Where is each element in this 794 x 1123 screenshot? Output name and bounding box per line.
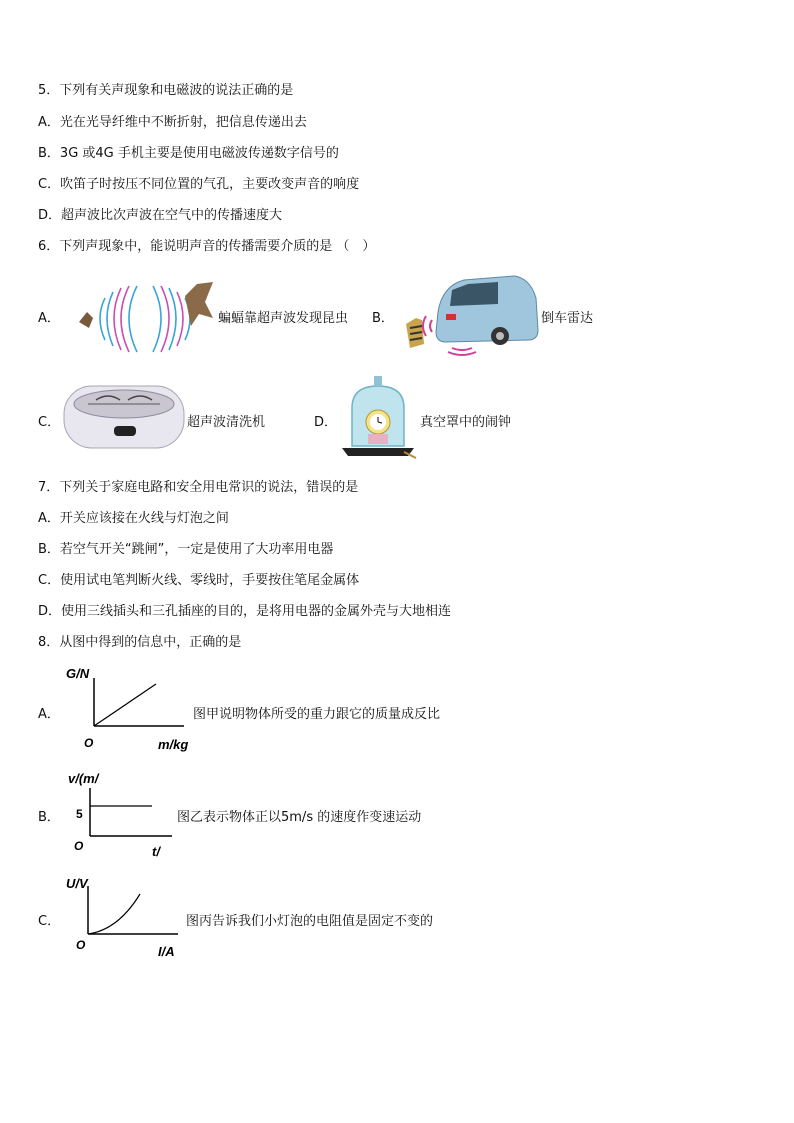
graph-c-xlabel: I/A [158,944,175,959]
q8-option-a-letter: A． [38,707,60,722]
graph-a-line [94,684,156,726]
bat-ultrasound-image [75,278,215,360]
graph-a-xlabel: m/kg [158,737,189,752]
q5-option-a: A．光在光导纤维中不断折射，把信息传递出去 [38,115,307,130]
ultrasonic-cleaner-image [62,378,186,456]
q5-stem: 5．下列有关声现象和电磁波的说法正确的是 [38,83,294,98]
graph-c-curve [88,894,140,934]
q6-option-c-caption: 超声波清洗机 [187,415,266,430]
q6-option-d-letter: D． [314,415,338,430]
q8-option-b-caption: 图乙表示物体正以5m/s 的速度作变速运动 [177,810,422,825]
graph-a-origin: O [84,736,94,750]
q6-option-b-letter: B． [372,311,394,326]
q6-stem: 6．下列声现象中，能说明声音的传播需要介质的是 （ ） [38,239,376,254]
q8-option-c-letter: C． [38,914,61,929]
q7-option-b: B．若空气开关“跳闸”，一定是使用了大功率用电器 [38,542,334,557]
graph-a [62,662,194,754]
q5-option-c: C．吹笛子时按压不同位置的气孔，主要改变声音的响度 [38,177,360,192]
graph-b [62,766,176,862]
graph-a-ylabel: G/N [66,666,90,681]
q8-option-c-caption: 图丙告诉我们小灯泡的电阻值是固定不变的 [186,914,434,929]
bell-jar-alarm-clock-image [338,374,418,464]
q6-option-a-letter: A． [38,311,60,326]
graph-c-origin: O [76,938,86,952]
q8-option-a-caption: 图甲说明物体所受的重力跟它的质量成反比 [193,707,441,722]
q8-option-b-letter: B． [38,810,60,825]
q6-option-c-letter: C． [38,415,61,430]
q5-option-b: B．3G 或4G 手机主要是使用电磁波传递数字信号的 [38,146,339,161]
q6-option-a-caption: 蝙蝠靠超声波发现昆虫 [218,311,349,326]
car-reversing-radar-image [402,268,540,356]
q7-option-a: A．开关应该接在火线与灯泡之间 [38,511,229,526]
graph-b-tick: 5 [76,807,83,821]
graph-c [62,872,186,964]
q8-stem: 8．从图中得到的信息中，正确的是 [38,635,242,650]
q6-option-b-caption: 倒车雷达 [541,311,594,326]
q6-option-d-caption: 真空罩中的闹钟 [420,415,512,430]
graph-b-xlabel: t/ [152,844,160,859]
q7-stem: 7．下列关于家庭电路和安全用电常识的说法，错误的是 [38,480,359,495]
q5-option-d: D．超声波比次声波在空气中的传播速度大 [38,208,283,223]
q7-option-c: C．使用试电笔判断火线、零线时，手要按住笔尾金属体 [38,573,360,588]
graph-c-ylabel: U/V [66,876,88,891]
graph-b-origin: O [74,839,84,853]
q7-option-d: D．使用三线插头和三孔插座的目的，是将用电器的金属外壳与大地相连 [38,604,452,619]
graph-b-ylabel: v/(m/ [68,771,99,786]
